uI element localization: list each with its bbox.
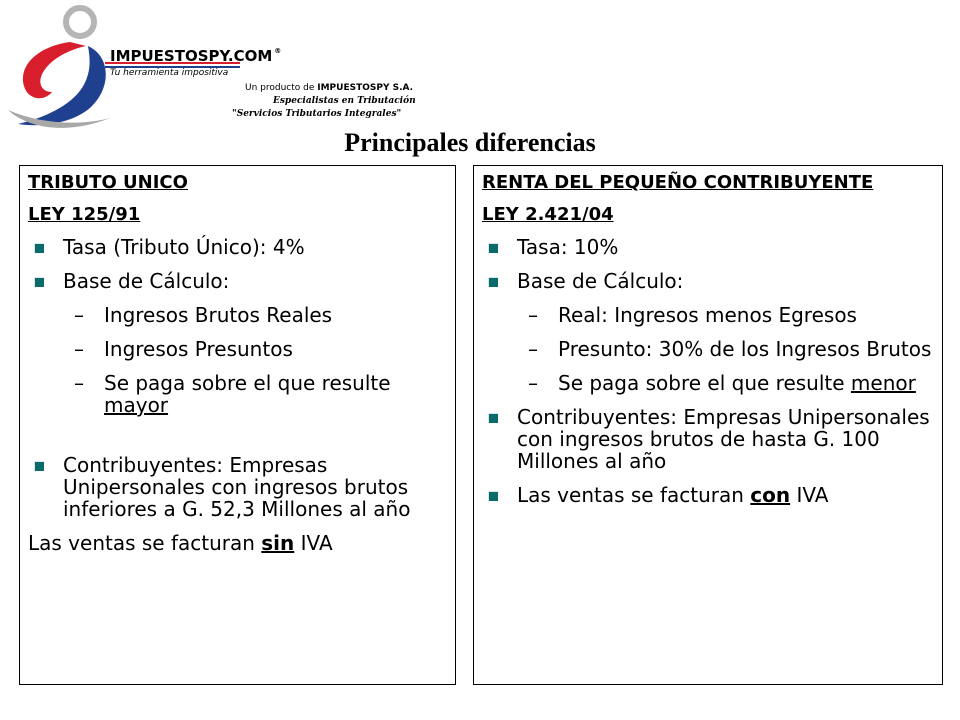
right-law: LEY 2.421/04 — [482, 204, 614, 225]
logo-specialists-line: Especialistas en Tributación — [273, 96, 416, 106]
logo-product-line: Un producto de IMPUESTOSPY S.A. — [245, 83, 414, 93]
pequeno-contribuyente-panel — [473, 165, 943, 685]
square-bullet-icon — [488, 243, 498, 253]
right-sub-item: – Real: Ingresos menos Egresos — [528, 303, 857, 327]
dash-icon: – — [74, 371, 84, 395]
left-sub-item: – Ingresos Presuntos — [74, 337, 293, 361]
right-tasa-item: Tasa: 10% — [482, 236, 934, 258]
square-bullet-icon — [34, 243, 44, 253]
logo-services-line: "Servicios Tributarios Integrales" — [232, 109, 402, 119]
right-ventas-item: Las ventas se facturan con IVA — [482, 484, 934, 506]
left-tasa-item: Tasa (Tributo Único): 4% — [28, 236, 447, 258]
square-bullet-icon — [488, 491, 498, 501]
square-bullet-icon — [34, 461, 44, 471]
tributo-unico-panel — [19, 165, 456, 685]
left-sub-item: – Se paga sobre el que resulte mayor — [74, 371, 391, 417]
left-base-item: Base de Cálculo: — [28, 270, 447, 292]
dash-icon: – — [528, 303, 538, 327]
square-bullet-icon — [488, 413, 498, 423]
dash-icon: – — [74, 303, 84, 327]
left-sub-item: – Ingresos Brutos Reales — [74, 303, 333, 327]
left-heading: TRIBUTO UNICO — [28, 172, 188, 193]
page-title: Principales diferencias — [344, 128, 596, 157]
right-sub-item: – Se paga sobre el que resulte menor — [528, 371, 916, 395]
dash-icon: – — [528, 371, 538, 395]
square-bullet-icon — [488, 277, 498, 287]
left-ventas-line: Las ventas se facturan sin IVA — [28, 531, 333, 555]
logo-tagline: Tu herramienta impositiva — [110, 68, 229, 78]
left-contrib-item: Contribuyentes: Empresas Unipersonales con ingresos brutos inferiores a G. 52,3 Millones al año — [28, 454, 447, 520]
logo-brand-name: IMPUESTOSPY.COM ® — [110, 47, 282, 65]
dash-icon: – — [528, 337, 538, 361]
left-law: LEY 125/91 — [28, 204, 141, 225]
right-sub-item: – Presunto: 30% de los Ingresos Brutos — [528, 337, 932, 361]
dash-icon: – — [74, 337, 84, 361]
company-logo — [0, 0, 420, 140]
right-heading: RENTA DEL PEQUEÑO CONTRIBUYENTE — [482, 172, 874, 193]
right-base-item: Base de Cálculo: — [482, 270, 934, 292]
square-bullet-icon — [34, 277, 44, 287]
right-contrib-item: Contribuyentes: Empresas Unipersonales con ingresos brutos de hasta G. 100 Millones al año — [482, 406, 934, 472]
